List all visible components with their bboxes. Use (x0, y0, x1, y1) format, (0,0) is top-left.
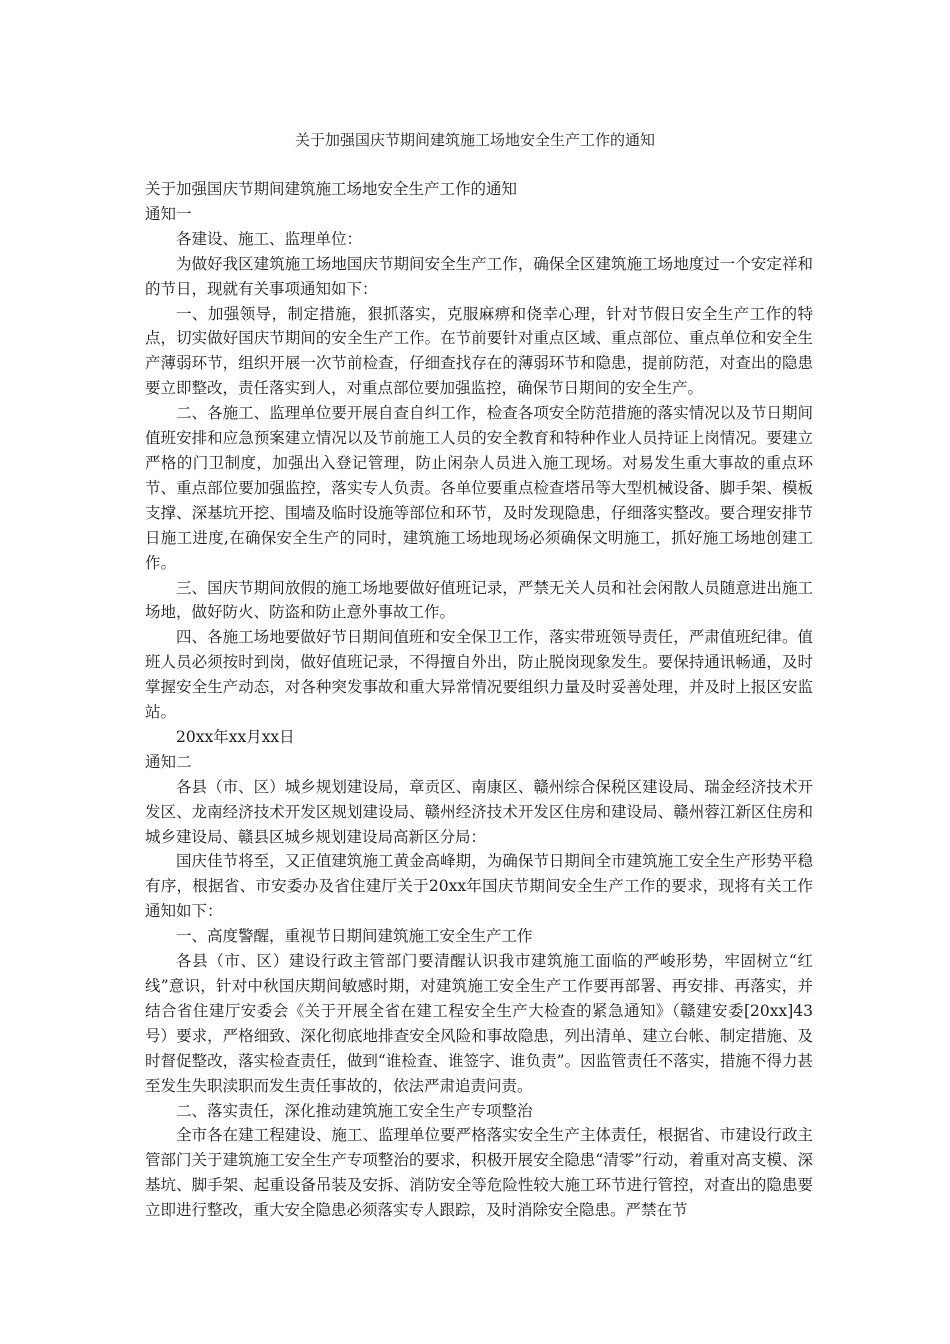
document-heading: 关于加强国庆节期间建筑施工场地安全生产工作的通知 (145, 180, 518, 198)
notice-two-section-1-heading: 一、高度警醒，重视节日期间建筑施工安全生产工作 (176, 927, 533, 946)
notice-two-section-2-heading: 二、落实责任，深化推动建筑施工安全生产专项整治 (176, 1101, 533, 1120)
notice-two-label: 通知二 (145, 752, 192, 771)
notice-one-item-1: 一、加强领导，制定措施，狠抓落实，克服麻痹和侥幸心理，针对节假日安全生产工作的特点，切实做好国庆节期间的安全生产工作。在节前要针对重点区域、重点部位、重点单位和安全生产薄弱环节，组织开展一次节前检查，仔细查找存在的薄弱环节和隐患，提前防范，对查出的隐患要立即整改，责任落实到人，对重点部位要加强监控，确保节日期间的安全生产。 (145, 304, 813, 398)
notice-one-label: 通知一 (145, 204, 192, 223)
notice-two-addressee: 各县（市、区）城乡规划建设局，章贡区、南康区、赣州综合保税区建设局、瑞金经济技术开发区、龙南经济技术开发区规划建设局、赣州经济技术开发区住房和建设局、赣州蓉江新区住房和城乡建设局、赣县区城乡规划建设局高新区分局： (145, 777, 813, 846)
notice-two-section-1-body: 各县（市、区）建设行政主管部门要清醒认识我市建筑施工面临的严峻形势，牢固树立“红线”意识，针对中秋国庆期间敏感时期，对建筑施工安全生产工作要再部署、再安排、再落实，并结合省住建厅安委会《关于开展全省在建工程安全生产大检查的紧急通知》（赣建安委[20xx]43号）要求，严格细致、深化彻底地排查安全风险和事故隐患，列出清单、建立台帐、制定措施、及时督促整改，落实检查责任，做到“谁检查、谁签字、谁负责”。因监管责任不落实，措施不得力甚至发生失职渎职而发生责任事故的，依法严肃追责问责。 (145, 952, 813, 1095)
notice-one-item-4: 四、各施工场地要做好节日期间值班和安全保卫工作，落实带班领导责任，严肃值班纪律。值班人员必须按时到岗，做好值班记录，不得擅自外出，防止脱岗现象发生。要保持通讯畅通，及时掌握安全生产动态，对各种突发事故和重大异常情况要组织力量及时妥善处理，并及时上报区安监站。 (145, 628, 813, 722)
notice-one-item-3: 三、国庆节期间放假的施工场地要做好值班记录，严禁无关人员和社会闲散人员随意进出施工场地，做好防火、防盗和防止意外事故工作。 (145, 578, 813, 622)
notice-one-item-2: 二、各施工、监理单位要开展自查自纠工作，检查各项安全防范措施的落实情况以及节日期间值班安排和应急预案建立情况以及节前施工人员的安全教育和特种作业人员持证上岗情况。要建立严格的门卫制度，加强出入登记管理，防止闲杂人员进入施工现场。对易发生重大事故的重点环节、重点部位要加强监控，落实专人负责。各单位要重点检查塔吊等大型机械设备、脚手架、模板支撑、深基坑开挖、围墙及临时设施等部位和环节，及时发现隐患，仔细落实整改。要合理安排节日施工进度,在确保安全生产的同时，建筑施工场地现场必须确保文明施工，抓好施工场地创建工作。 (145, 404, 813, 572)
document-body (145, 177, 813, 1223)
notice-one-intro: 为做好我区建筑施工场地国庆节期间安全生产工作，确保全区建筑施工场地度过一个安定祥和的节日，现就有关事项通知如下： (145, 254, 813, 298)
notice-two-section-2-body: 全市各在建工程建设、施工、监理单位要严格落实安全生产主体责任，根据省、市建设行政主管部门关于建筑施工安全生产专项整治的要求，积极开展安全隐患“清零”行动，着重对高支模、深基坑、脚手架、起重设备吊装及安拆、消防安全等危险性较大施工环节进行管控，对查出的隐患要立即进行整改，重大安全隐患必须落实专人跟踪，及时消除安全隐患。严禁在节 (145, 1126, 813, 1220)
notice-one-date: 20xx年xx月xx日 (176, 727, 295, 746)
page-title: 关于加强国庆节期间建筑施工场地安全生产工作的通知 (294, 131, 655, 149)
notice-one-addressee: 各建设、施工、监理单位： (176, 229, 363, 248)
notice-two-intro: 国庆佳节将至，又正值建筑施工黄金高峰期，为确保节日期间全市建筑施工安全生产形势平稳有序，根据省、市安委办及省住建厅关于20xx年国庆节期间安全生产工作的要求，现将有关工作通知如下： (145, 852, 813, 921)
